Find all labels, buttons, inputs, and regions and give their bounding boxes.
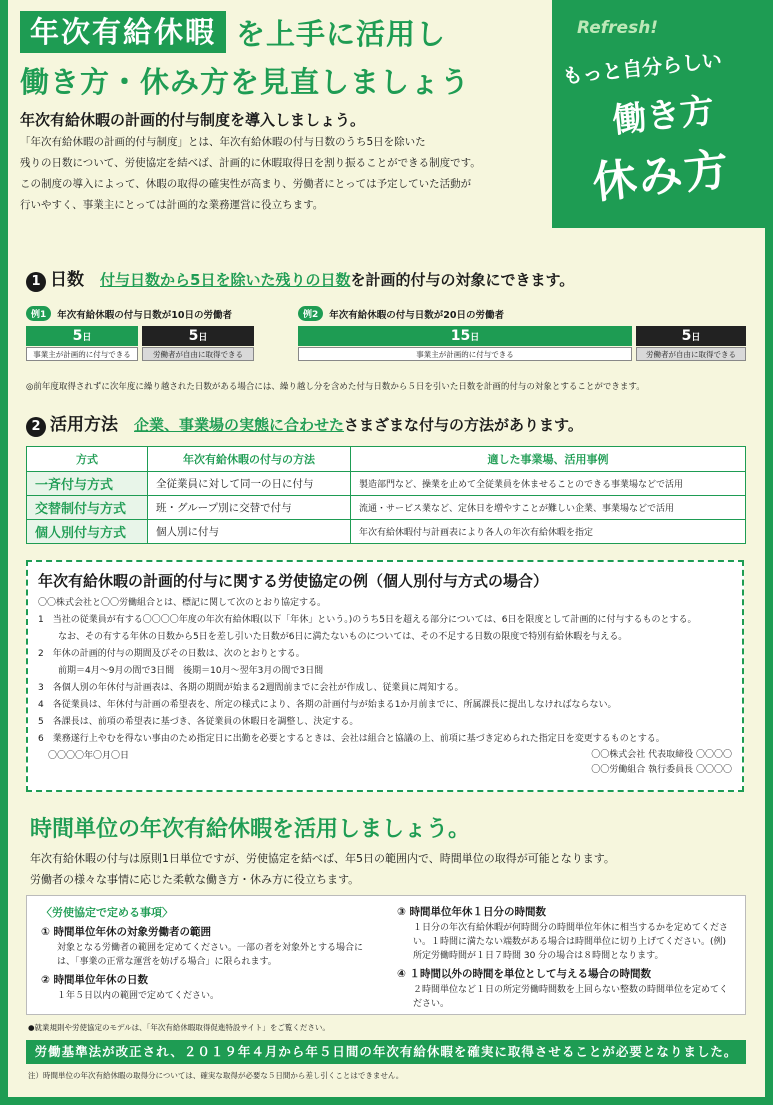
agreement-item: 5 各課長は、前項の希望表に基づき、各従業員の休暇日を調整し、決定する。 [38, 717, 359, 727]
method-name: 一斉付与方式 [27, 472, 148, 496]
lead-text: 年次有給休暇の計画的付与制度を導入しましょう。 [20, 111, 366, 129]
method-desc: 班・グループ別に交替で付与 [148, 496, 351, 520]
example-badge: 例1 [26, 306, 51, 321]
intro-line: 残りの日数について、労使協定を結べば、計画的に休暇取得日を割り振ることができる制度です。 [20, 157, 481, 169]
method-example: 製造部門など、操業を止めて全従業員を休ませることのできる事業場などで活用 [351, 472, 746, 496]
free-bar: 5日 [636, 326, 746, 346]
refresh-word: Refresh! [577, 18, 659, 38]
refresh-logo [552, 0, 765, 228]
title-rest: を上手に活用し [236, 16, 447, 51]
law-banner: 労働基準法が改正され、２０１９年４月から年５日間の年次有給休暇を確実に取得させることが必要となりました。 [26, 1040, 746, 1064]
agreement-item: 2 年休の計画的付与の期間及びその日数は、次のとおりとする。 [38, 649, 305, 659]
methods-table [26, 446, 746, 544]
hourly-text [30, 848, 615, 890]
section-methods [26, 410, 583, 437]
section-number: 2 [26, 417, 46, 437]
example-2 [298, 306, 746, 361]
method-example: 流通・サービス業など、定休日を増やすことが難しい企業、事業場などで活用 [351, 496, 746, 520]
table-row [27, 472, 746, 496]
hourly-line: 労働者の様々な事情に応じた柔軟な働き方・休み方に役立ちます。 [30, 873, 360, 886]
example-badge: 例2 [298, 306, 323, 321]
section-rest: さまざまな付与の方法があります。 [344, 416, 583, 434]
example-label: 年次有給休暇の付与日数が10日の労働者 [57, 309, 232, 321]
intro-line: 「年次有給休暇の計画的付与制度」とは、年次有給休暇の付与日数のうち5日を除いた [20, 136, 426, 148]
rule-item-title: ② 時間単位年休の日数 [41, 974, 149, 986]
rule-item-body: ２時間単位など１日の所定労働時間数を上回らない整数の時間単位を定めてください。 [413, 985, 729, 1009]
method-example: 年次有給休暇付与計画表により各人の年次有給休暇を指定 [351, 520, 746, 544]
header [20, 10, 540, 216]
free-caption: 労働者が自由に取得できる [142, 347, 254, 361]
intro-line: 行いやすく、事業主にとっては計画的な業務運営に役立ちます。 [20, 199, 324, 211]
agreement-item: 6 業務遂行上やむを得ない事由のため指定日に出勤を必要とするときは、会社は組合と協議の上、前項に基づき定められた指定日を変更するものとする。 [38, 734, 665, 744]
hourly-line: 年次有給休暇の付与は原則1日単位ですが、労使協定を結べば、年5日の範囲内で、時間単位の取得が可能となります。 [30, 852, 615, 865]
refresh-line3: 働き方 [610, 90, 717, 142]
example-1 [26, 306, 254, 361]
free-caption: 労働者が自由に取得できる [636, 347, 746, 361]
examples [26, 306, 746, 361]
title-highlight: 年次有給休暇 [20, 11, 226, 53]
hourly-title: 時間単位の年次有給休暇を活用しましょう。 [30, 817, 471, 842]
rule-item-title: ③ 時間単位年休１日分の時間数 [397, 906, 547, 918]
planned-bar: 5日 [26, 326, 138, 346]
agreement-item: 3 各個人別の年休付与計画表は、各期の期間が始まる2週間前までに会社が作成し、従業員に周知する。 [38, 683, 464, 693]
agreement-title: 年次有給休暇の計画的付与に関する労使協定の例（個人別付与方式の場合） [38, 572, 549, 590]
rule-item-body: １日分の年次有給休暇が何時間分の時間単位年休に相当するかを定めてください。１時間に満たない端数がある場合は時間単位に切り上げてください。(例)所定労働時間が１日７時間 30 分の場合は８時間となります。 [413, 923, 729, 961]
table-header-row [27, 447, 746, 472]
section-highlight: 付与日数から5日を除いた残りの日数 [100, 271, 351, 289]
table-row [27, 520, 746, 544]
method-name: 交替制付与方式 [27, 496, 148, 520]
agreement-items-box [26, 895, 746, 1015]
intro-text [20, 132, 540, 216]
column-header: 適した事業場、活用事例 [351, 447, 746, 472]
model-note: ●就業規則や労使協定のモデルは、「年次有給休暇取得促進特設サイト」をご覧ください。 [28, 1023, 330, 1032]
free-bar: 5日 [142, 326, 254, 346]
method-desc: 個人別に付与 [148, 520, 351, 544]
agreement-item: 前期＝4月～9月の間で3日間 後期＝10月～翌年3月の間で3日間 [58, 666, 324, 676]
signatory: 〇〇株式会社 代表取締役 〇〇〇〇 [591, 750, 732, 760]
agreement-date: 〇〇〇〇年〇月〇日 [48, 751, 130, 761]
refresh-line2: もっと自分らしい [561, 47, 723, 89]
planned-caption: 事業主が計画的に付与できる [298, 347, 632, 361]
table-row [27, 496, 746, 520]
carryover-note: ◎前年度取得されずに次年度に繰り越された日数がある場合には、繰り越し分を含めた付与日数から５日を引いた日数を計画的付与の対象とすることができます。 [26, 382, 645, 392]
example-label: 年次有給休暇の付与日数が20日の労働者 [329, 309, 504, 321]
section-rest: を計画的付与の対象にできます。 [350, 271, 575, 289]
rule-item-title: ④ １時間以外の時間を単位として与える場合の時間数 [397, 968, 652, 980]
planned-caption: 事業主が計画的に付与できる [26, 347, 138, 361]
column-header: 年次有給休暇の付与の方法 [148, 447, 351, 472]
agreement-item: 1 当社の従業員が有する〇〇〇〇年度の年次有給休暇(以下「年休」という。)のうち5日を超える部分については、6日を限度として計画的に付与するものとする。 [38, 615, 697, 625]
intro-line: この制度の導入によって、休暇の取得の確実性が高まり、労働者にとっては予定していた活動が [20, 178, 472, 190]
agreement-intro: 〇〇株式会社と〇〇労働組合とは、標記に関して次のとおり協定する。 [38, 598, 327, 608]
section-days [26, 265, 574, 292]
rule-item-body: １年５日以内の範囲で定めてください。 [57, 991, 220, 1001]
planned-bar: 15日 [298, 326, 632, 346]
section-title: 日数 [50, 270, 84, 290]
section-highlight: 企業、事業場の実態に合わせた [134, 416, 345, 434]
agreement-example [26, 560, 744, 792]
section-number: 1 [26, 272, 46, 292]
box-heading: 〈労使協定で定める事項〉 [41, 906, 173, 919]
refresh-line4: 休み方 [590, 143, 733, 210]
signatory: 〇〇労働組合 執行委員長 〇〇〇〇 [591, 765, 732, 775]
section-title: 活用方法 [50, 415, 118, 435]
title-line2: 働き方・休み方を見直しましょう [20, 65, 471, 99]
rule-item-title: ① 時間単位年休の対象労働者の範囲 [41, 926, 212, 938]
agreement-item: 4 各従業員は、年休付与計画の希望表を、所定の様式により、各期の計画付与が始まる1か月前までに、所属課長に提出しなければならない。 [38, 700, 617, 710]
method-name: 個人別付与方式 [27, 520, 148, 544]
column-header: 方式 [27, 447, 148, 472]
agreement-item: なお、その有する年休の日数から5日を差し引いた日数が6日に満たないものについては、その不足する日数の限度で特別有給休暇を与える。 [58, 632, 628, 642]
hourly-footnote: 注）時間単位の年次有給休暇の取得分については、確実な取得が必要な５日間から差し引くことはできません。 [28, 1071, 404, 1080]
signature-block [38, 748, 732, 778]
rule-item-body: 対象となる労働者の範囲を定めてください。一部の者を対象外とする場合には、「事業の正常な運営を妨げる場合」に限られます。 [57, 943, 364, 967]
method-desc: 全従業員に対して同一の日に付与 [148, 472, 351, 496]
